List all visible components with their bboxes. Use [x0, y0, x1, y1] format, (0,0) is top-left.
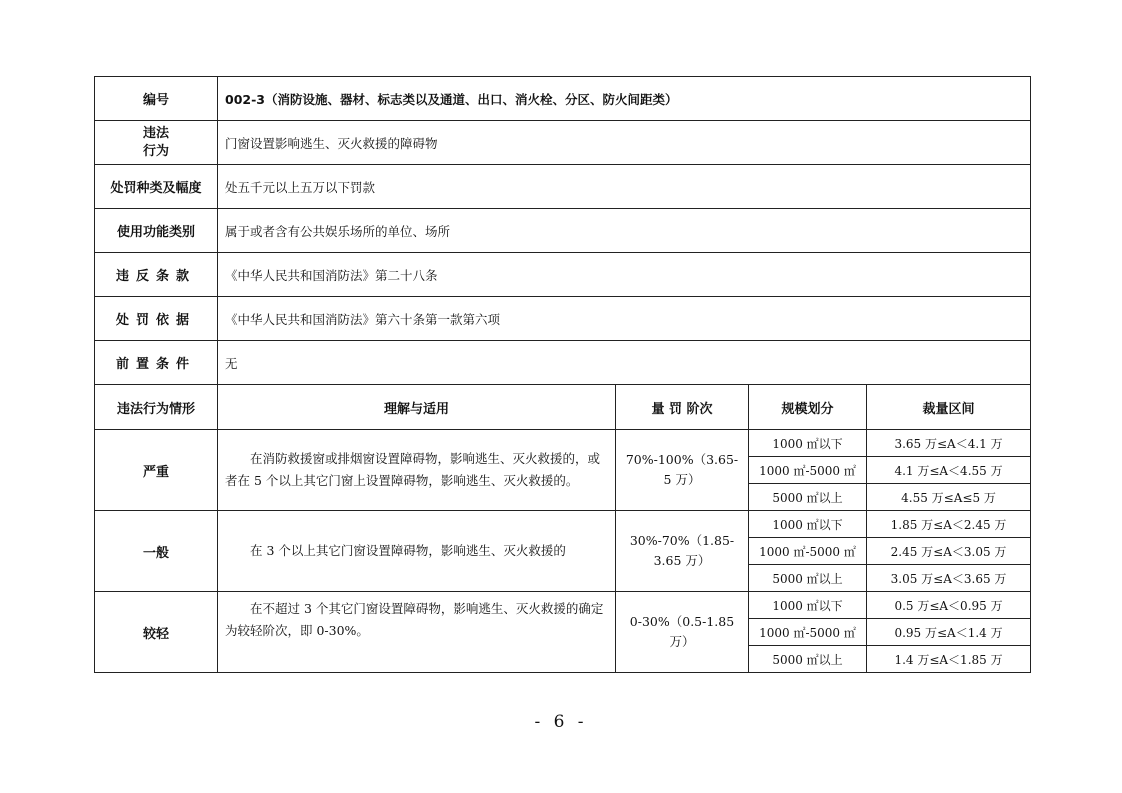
scale-cell: 1000 ㎡-5000 ㎡	[749, 457, 867, 484]
page-number: - 6 -	[534, 712, 588, 732]
level-row	[95, 592, 1031, 619]
scale-cell: 1000 ㎡-5000 ㎡	[749, 619, 867, 646]
row-behavior	[95, 121, 1031, 165]
level-name: 严重	[95, 430, 218, 511]
scale-cell: 5000 ㎡以上	[749, 484, 867, 511]
level-name: 较轻	[95, 592, 218, 673]
scale-cell: 5000 ㎡以上	[749, 646, 867, 673]
scale-cell: 1000 ㎡-5000 ㎡	[749, 538, 867, 565]
behavior-label-line2: 行为	[142, 143, 169, 159]
violated-clause-value: 《中华人民共和国消防法》第二十八条	[218, 253, 1031, 297]
penalty-basis-label: 处罚依据	[95, 297, 218, 341]
row-penalty-basis	[95, 297, 1031, 341]
code-label: 编号	[95, 77, 218, 121]
scale-cell: 1000 ㎡以下	[749, 430, 867, 457]
behavior-label-line1: 违法	[142, 125, 169, 141]
header-understanding: 理解与适用	[218, 385, 616, 430]
level-description: 在 3 个以上其它门窗设置障碍物，影响逃生、灭火救援的	[218, 511, 616, 592]
range-cell: 3.65 万≤A＜4.1 万	[867, 430, 1031, 457]
header-situation: 违法行为情形	[95, 385, 218, 430]
range-cell: 4.1 万≤A＜4.55 万	[867, 457, 1031, 484]
level-description: 在消防救援窗或排烟窗设置障碍物，影响逃生、灭火救援的，或者在 5 个以上其它门窗上设置障碍物，影响逃生、灭火救援的。	[218, 430, 616, 511]
scale-cell: 1000 ㎡以下	[749, 511, 867, 538]
scale-cell: 5000 ㎡以上	[749, 565, 867, 592]
header-range: 裁量区间	[867, 385, 1031, 430]
range-cell: 1.4 万≤A＜1.85 万	[867, 646, 1031, 673]
precondition-value: 无	[218, 341, 1031, 385]
range-cell: 0.95 万≤A＜1.4 万	[867, 619, 1031, 646]
row-code	[95, 77, 1031, 121]
range-cell: 1.85 万≤A＜2.45 万	[867, 511, 1031, 538]
range-cell: 4.55 万≤A≤5 万	[867, 484, 1031, 511]
range-cell: 3.05 万≤A＜3.65 万	[867, 565, 1031, 592]
penalty-type-label: 处罚种类及幅度	[95, 165, 218, 209]
function-type-label: 使用功能类别	[95, 209, 218, 253]
grid-header-row	[95, 385, 1031, 430]
row-function-type	[95, 209, 1031, 253]
header-scale: 规模划分	[749, 385, 867, 430]
level-row	[95, 430, 1031, 457]
behavior-label	[95, 121, 218, 165]
level-percentage: 70%-100%（3.65-5 万）	[616, 430, 749, 511]
penalty-table	[94, 76, 1031, 673]
row-penalty-type	[95, 165, 1031, 209]
violated-clause-label: 违反条款	[95, 253, 218, 297]
level-description: 在不超过 3 个其它门窗设置障碍物，影响逃生、灭火救援的确定为较轻阶次，即 0-30%。	[218, 592, 616, 673]
precondition-label: 前置条件	[95, 341, 218, 385]
header-level: 量 罚 阶次	[616, 385, 749, 430]
level-name: 一般	[95, 511, 218, 592]
behavior-value: 门窗设置影响逃生、灭火救援的障碍物	[218, 121, 1031, 165]
row-violated-clause	[95, 253, 1031, 297]
penalty-type-value: 处五千元以上五万以下罚款	[218, 165, 1031, 209]
range-cell: 0.5 万≤A＜0.95 万	[867, 592, 1031, 619]
penalty-basis-value: 《中华人民共和国消防法》第六十条第一款第六项	[218, 297, 1031, 341]
function-type-value: 属于或者含有公共娱乐场所的单位、场所	[218, 209, 1031, 253]
range-cell: 2.45 万≤A＜3.05 万	[867, 538, 1031, 565]
level-percentage: 0-30%（0.5-1.85 万）	[616, 592, 749, 673]
code-value: 002-3（消防设施、器材、标志类以及通道、出口、消火栓、分区、防火间距类）	[218, 77, 1031, 121]
level-row	[95, 511, 1031, 538]
level-percentage: 30%-70%（1.85-3.65 万）	[616, 511, 749, 592]
row-precondition	[95, 341, 1031, 385]
scale-cell: 1000 ㎡以下	[749, 592, 867, 619]
